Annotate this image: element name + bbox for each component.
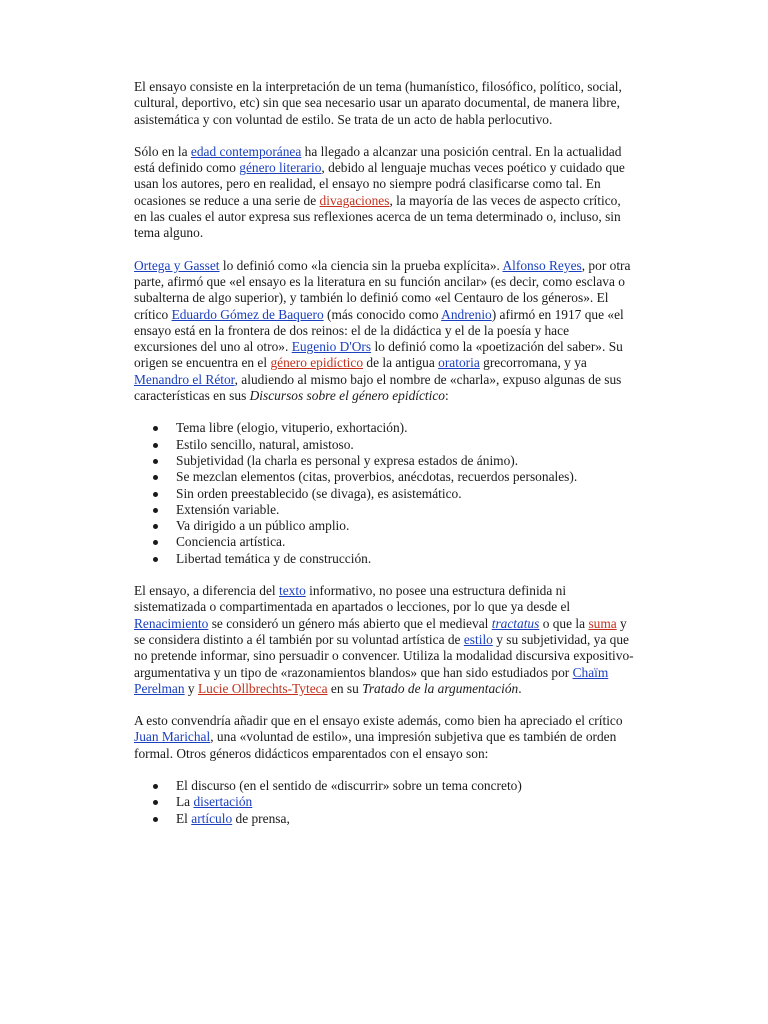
text-run: , debido al lenguaje muchas veces poético y cuidado que usan los autores, pero en realidad, el ensayo no siempre podrá clasificarse como tal. En ocasiones se reduce a una serie de [134,160,625,208]
text-run: , aludiendo al mismo bajo el nombre de «charla», expuso algunas de sus características en sus [134,371,622,404]
text-run: , por otra parte, afirmó que «el ensayo es la literatura en su función ancilar» (es decir, como esclava o subalterna de algo superior), y también lo definió como «el Centauro de los géneros». El crítico [134,257,631,322]
features-list [134,420,634,567]
book-title: Discursos sobre el género epidíctico [249,388,446,404]
link-articulo[interactable]: artículo [191,810,233,826]
text-run: . [518,680,522,696]
text-run: lo definió como la «poetización del saber». Su origen se encuentra en el [134,339,623,371]
text-run: , una «voluntad de estilo», una impresión subjetiva que es también de orden formal. Otros géneros didácticos emparentados con el ensayo son: [134,729,617,761]
link-genero-literario[interactable]: género literario [239,160,322,176]
link-texto[interactable]: texto [279,583,306,599]
paragraph-authors [134,258,634,405]
text-run: El ensayo, a diferencia del [134,583,279,599]
text-run: , la mayoría de las veces de aspecto crítico, en las cuales el autor expresa sus reflexiones acerca de un tema determinado o, incluso, sin tema alguno. [134,192,621,241]
text-run: lo definió como «la ciencia sin la prueba explícita». [219,257,503,273]
link-suma[interactable]: suma [588,615,617,631]
text-run: El [176,810,192,826]
text-run: (más conocido como [323,306,442,322]
book-title: Tratado de la argumentación [362,680,519,696]
list-item [176,794,634,810]
link-text: tractatus [491,615,540,631]
text-run: y se considera distinto a él también por su voluntad artística de [134,615,627,647]
text-run: de la antigua [363,355,439,371]
text-run: y su subjetividad, ya que no pretende informar, sino persuadir o convencer. Utiliza la modalidad discursiva expositivo-argumentativa y un tipo de «razonamientos blandos» que han sido estudiados por [134,631,634,680]
text-run: : [445,388,449,404]
list-item: Libertad temática y de construcción. [176,551,634,567]
list-item: Conciencia artística. [176,534,634,550]
link-genero-epidictico[interactable]: género epidíctico [270,355,364,371]
list-item: Se mezclan elementos (citas, proverbios, anécdotas, recuerdos personales). [176,469,634,485]
link-andrenio[interactable]: Andrenio [441,306,492,322]
link-juan-marichal[interactable]: Juan Marichal [134,729,211,745]
link-alfonso-reyes[interactable]: Alfonso Reyes [502,257,582,273]
list-item: Subjetividad (la charla es personal y expresa estados de ánimo). [176,453,634,469]
text-run: informativo, no posee una estructura definida ni sistematizada o compartimentada en apartados o lecciones, por lo que ya desde el [134,583,571,615]
link-oratoria[interactable]: oratoria [438,355,480,371]
text-run: de prensa, [232,810,290,826]
link-estilo[interactable]: estilo [463,631,493,647]
text-run: Sólo en la [134,143,191,159]
link-eugenio-dors[interactable]: Eugenio D'Ors [291,339,372,355]
link-edad-contemporanea[interactable]: edad contemporánea [190,143,302,159]
list-item: Extensión variable. [176,502,634,518]
link-menandro-el-retor[interactable]: Menandro el Rétor [134,371,235,387]
list-item: Sin orden preestablecido (se divaga), es asistemático. [176,486,634,502]
link-chaim-perelman[interactable]: Chaïm Perelman [134,664,609,696]
list-item: El discurso (en el sentido de «discurrir» sobre un tema concreto) [176,778,634,794]
text-run: A esto convendría añadir que en el ensayo existe además, como bien ha apreciado el crítico [134,713,623,729]
document-page [134,79,634,843]
list-item: Estilo sencillo, natural, amistoso. [176,437,634,453]
paragraph-contemporary [134,144,634,242]
text-run: ) afirmó en 1917 que «el ensayo está en la frontera de dos reinos: el de la didáctica y el de la poesía y hace excursiones del uno al otro». [134,306,624,355]
link-divagaciones[interactable]: divagaciones [319,192,390,208]
text-run: o que la [539,615,589,631]
link-ortega-y-gasset[interactable]: Ortega y Gasset [134,257,220,273]
link-eduardo-gomez-de-baquero[interactable]: Eduardo Gómez de Baquero [171,306,324,322]
list-item [176,811,634,827]
genres-list [134,778,634,827]
paragraph-structure [134,583,634,697]
list-item: Va dirigido a un público amplio. [176,518,634,534]
text-run: ha llegado a alcanzar una posición central. En la actualidad está definido como [134,143,622,176]
link-disertacion[interactable]: disertación [193,794,253,810]
paragraph-definition: El ensayo consiste en la interpretación de un tema (humanístico, filosófico, político, social, cultural, deportivo, etc) sin que sea necesario usar un aparato documental, de manera libre, asistemática y con voluntad de estilo. Se trata de un acto de habla perlocutivo. [134,79,622,127]
text-run: se consideró un género más abierto que el medieval [208,615,492,631]
link-renacimiento[interactable]: Renacimiento [134,615,209,631]
paragraph-marichal [134,713,634,762]
text-run: La [176,794,194,810]
list-item: Tema libre (elogio, vituperio, exhortación). [176,420,634,436]
text-run: en su [327,680,363,696]
text-run: y [184,680,198,696]
link-lucie-ollbrechts-tyteca[interactable]: Lucie Ollbrechts-Tyteca [197,680,328,696]
link-tractatus[interactable] [492,616,540,631]
text-run: grecorromana, y ya [479,355,587,371]
